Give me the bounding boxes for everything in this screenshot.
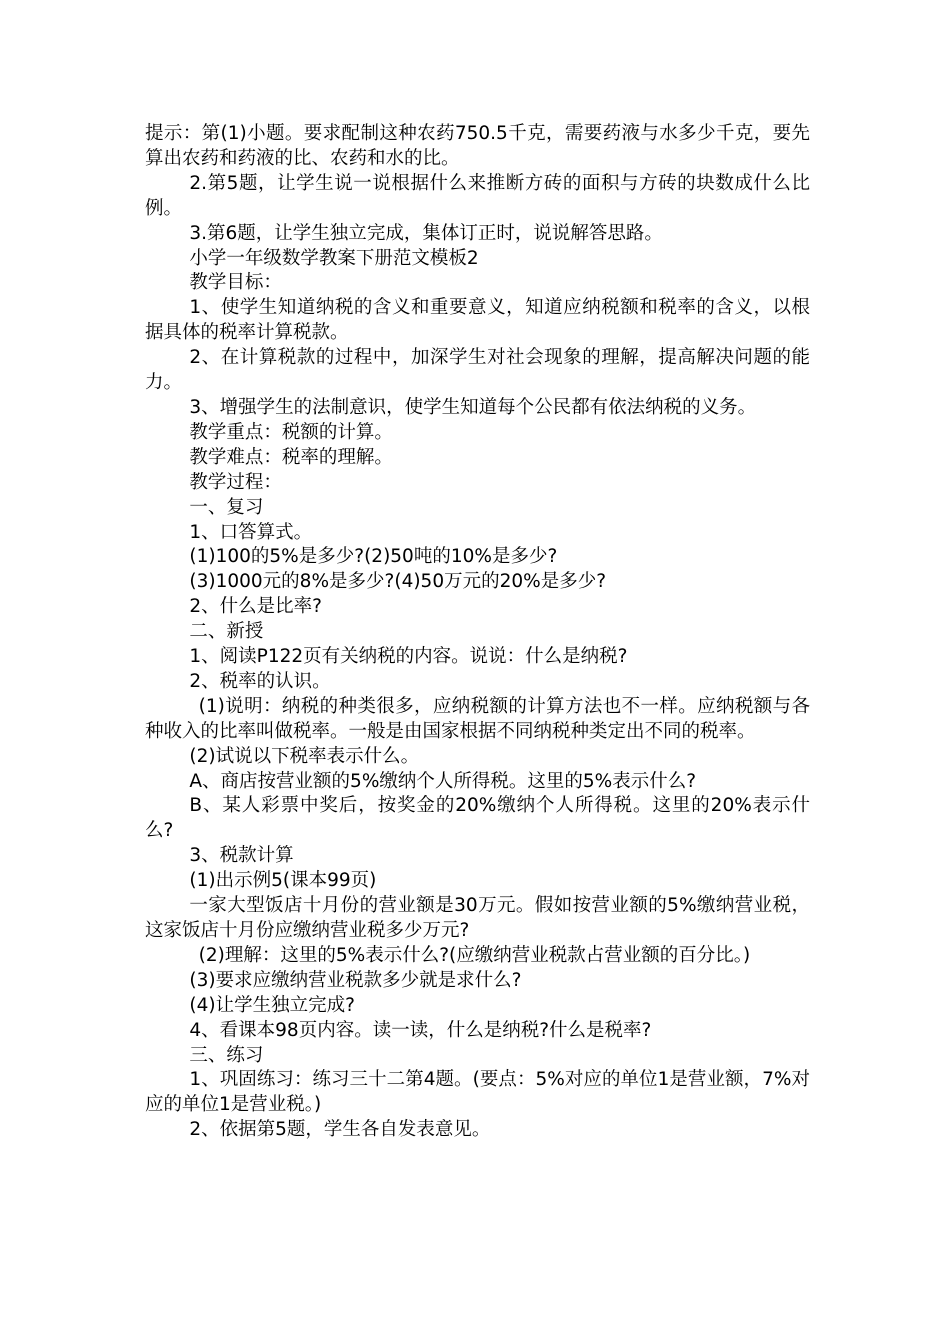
heading-teaching-goals: 教学目标： <box>189 272 282 294</box>
practice-item-2: 2、依据第5题，学生各自发表意见。 <box>189 1119 491 1141</box>
new-lesson-item-2: 2、税率的认识。 <box>189 670 331 692</box>
section-review: 一、复习 <box>189 496 264 518</box>
tax-rate-example-b: B、某人彩票中奖后，按奖金的20%缴纳个人所得税。这里的20%表示什么? <box>145 795 810 842</box>
section-practice: 三、练习 <box>189 1044 264 1066</box>
practice-item-1: 1、巩固练习：练习三十二第4题。(要点：5%对应的单位1是营业额，7%对应的单位1是营业税。) <box>145 1069 810 1116</box>
new-lesson-item-3: 3、税款计算 <box>189 845 294 867</box>
goal-item-1: 1、使学生知道纳税的含义和重要意义，知道应纳税额和税率的含义，以根据具体的税率计算税款。 <box>145 297 810 344</box>
example-5-understanding: (2)理解：这里的5%表示什么?(应缴纳营业税款占营业额的百分比。) <box>198 944 751 966</box>
paragraph-question-6: 3.第6题，让学生独立完成，集体订正时，说说解答思路。 <box>189 222 663 244</box>
tax-rate-example-a: A、商店按营业额的5%缴纳个人所得税。这里的5%表示什么? <box>189 770 697 792</box>
new-lesson-item-1: 1、阅读P122页有关纳税的内容。说说：什么是纳税? <box>189 646 628 668</box>
review-questions-3-4: (3)1000元的8%是多少?(4)50万元的20%是多少? <box>189 571 607 593</box>
tax-rate-explanation: (1)说明：纳税的种类很多，应纳税额的计算方法也不一样。应纳税额与各种收入的比率叫做税率。一般是由国家根据不同纳税种类定出不同的税率。 <box>145 695 810 742</box>
review-item-2: 2、什么是比率? <box>189 596 322 618</box>
paragraph-hint: 提示：第(1)小题。要求配制这种农药750.5千克，需要药液与水多少千克，要先算出农药和药液的比、农药和水的比。 <box>145 123 810 169</box>
new-lesson-item-4: 4、看课本98页内容。读一读，什么是纳税?什么是税率? <box>189 1019 652 1041</box>
goal-item-2: 2、在计算税款的过程中，加深学生对社会现象的理解，提高解决问题的能力。 <box>145 347 810 394</box>
example-5-title: (1)出示例5(课本99页) <box>189 870 377 892</box>
example-5-independent: (4)让学生独立完成? <box>189 994 355 1016</box>
example-5-question: (3)要求应缴纳营业税款多少就是求什么? <box>189 969 522 991</box>
teaching-difficulty: 教学难点：税率的理解。 <box>189 446 393 468</box>
document-page <box>145 122 810 1143</box>
document-section-title: 小学一年级数学教案下册范文模板2 <box>189 247 479 269</box>
review-item-1: 1、口答算式。 <box>189 521 313 543</box>
paragraph-question-5: 2.第5题，让学生说一说根据什么来推断方砖的面积与方砖的块数成什么比例。 <box>145 172 810 219</box>
example-5-problem: 一家大型饭店十月份的营业额是30万元。假如按营业额的5%缴纳营业税，这家饭店十月份应缴纳营业税多少万元? <box>145 895 810 941</box>
heading-teaching-process: 教学过程： <box>189 471 282 493</box>
tax-rate-examples-intro: (2)试说以下税率表示什么。 <box>189 745 420 767</box>
section-new-lesson: 二、新授 <box>189 621 264 643</box>
review-questions-1-2: (1)100的5%是多少?(2)50吨的10%是多少? <box>189 546 558 568</box>
goal-item-3: 3、增强学生的法制意识，使学生知道每个公民都有依法纳税的义务。 <box>189 396 757 418</box>
teaching-focus: 教学重点：税额的计算。 <box>189 421 393 443</box>
